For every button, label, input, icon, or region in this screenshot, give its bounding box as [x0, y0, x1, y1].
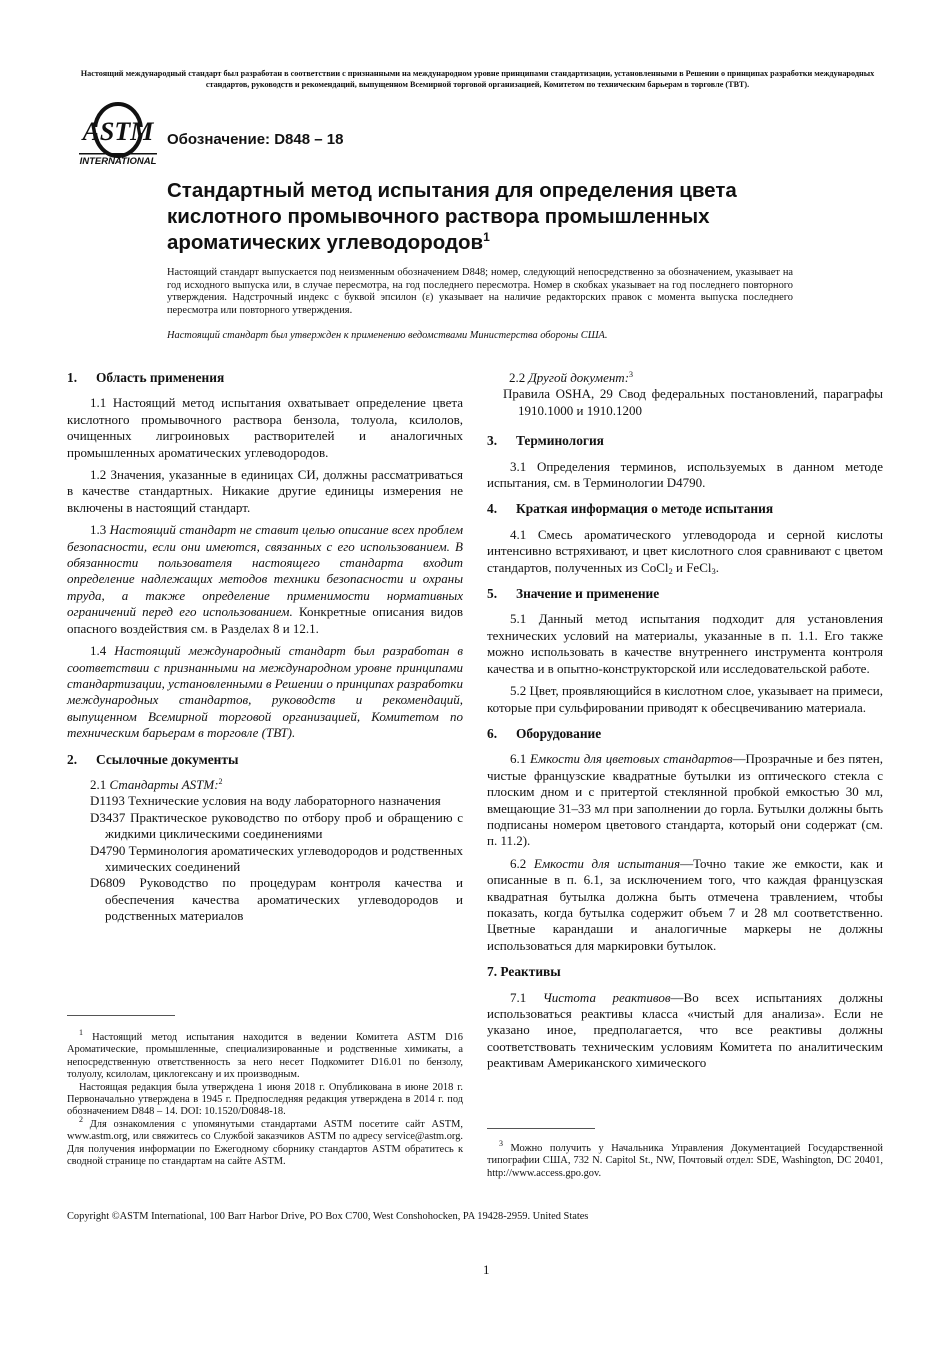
- para-1-4: [67, 643, 463, 741]
- para-text: .: [715, 559, 719, 575]
- section-title: Область применения: [96, 370, 225, 385]
- footnote-mark: 3: [629, 370, 634, 379]
- footnote-text: Для ознакомления с упомянутыми стандартами ASTM посетите сайт ASTM, www.astm.org, или свяжитесь со Службой заказчиков ASTM по адресу service@astm.org. Для получения информации по Ежегодному сборнику стандартов ASTM обратитесь к сводной странице по стандартам на сайте ASTM.: [67, 1118, 463, 1168]
- astm-logo: [76, 100, 160, 170]
- section-4-heading: [487, 501, 883, 517]
- reference-osha: Правила OSHA, 29 Свод федеральных постановлений, параграфы 1910.1000 и 1910.1200: [503, 386, 883, 418]
- footnote-text: Настоящий метод испытания находится в ведении Комитета ASTM D16 Ароматические, промышленные, специализированные и родственные химикаты, а непосредственную ответственность за него несет Подкомитет D16.01 по бензолу, толуолу, ксилолам, циклогексану и их производным.: [67, 1032, 463, 1081]
- title-footnote-mark: 1: [483, 230, 490, 244]
- subsection-2-1: [67, 777, 463, 793]
- para-italic-text: Настоящий стандарт не ставит целью описание всех проблем безопасности, если они имеются, связанных с его использованием. В обязанности пользователя настоящего стандарта входит определение надлежащих методов техники безопасности и охраны труда, а также определение применимости нормативных ограничений перед его использованием.: [67, 522, 463, 620]
- reference-item: D4790 Терминология ароматических углеводородов и родственных химических соединений: [90, 842, 464, 874]
- section-3-heading: [487, 433, 883, 449]
- para-number: 7.1: [510, 989, 527, 1005]
- footnote-rule: [67, 1015, 175, 1016]
- footnote-2: [67, 1114, 463, 1169]
- reference-item: D3437 Практическое руководство по отбору проб и обращению с жидкими циклическими соединениями: [90, 809, 463, 842]
- document-title-text: Стандартный метод испытания для определения цвета кислотного промывочного раствора промышленных ароматических углеводородов: [167, 179, 737, 254]
- footnote-mark: 1: [79, 1028, 83, 1037]
- section-title: Терминология: [516, 433, 604, 449]
- footnote-mark: 2: [218, 776, 223, 786]
- international-standard-notice: Настоящий международный стандарт был разработан в соответствии с признанными на международном уровне принципами стандартизации, установленными в Решении о принципах разработки международных стандартов, руководств и рекомендаций, выпущенном Всемирной торговой организацией, Комитетом по техническим барьерам в торговле (ТВТ).: [80, 69, 875, 89]
- para-number: 2.1: [90, 776, 107, 792]
- para-text: и FeCl: [672, 559, 712, 575]
- para-italic-text: Настоящий международный стандарт был разработан в соответствии с признанными на международном уровне принципами стандартизации, установленными в Решении о принципах разработки международных стандартов, руководств и рекомендаций, выпущенном Всемирной торговой организацией, Комитетом по техническим барьерам в торговле (ТВТ).: [67, 643, 464, 741]
- para-italic-text: Емкости для цветовых стандартов: [529, 751, 733, 767]
- subsection-label: Другой документ:: [528, 370, 630, 385]
- left-column: [67, 370, 463, 925]
- para-1-2: 1.2 Значения, указанные в единицах СИ, должны рассматриваться в качестве стандартных. Никакие другие единицы измерения не включены в настоящий стандарт.: [67, 467, 463, 515]
- para-number: 1.3: [90, 522, 107, 538]
- para-3-1: 3.1 Определения терминов, используемых в данном методе испытания, см. в Терминологии D4790.: [487, 458, 883, 491]
- para-text: —Прозрачные и без пятен, чистые французские квадратные бутылки из оптического стекла с плоским дном и с притертой стеклянной пробкой емкостью 30 мл, вмещающие 31–33 мл при заполнении до горла. Бутылки должны быть подписаны номером цветового стандарта, который они содержат (см. п. 11.2).: [487, 751, 883, 849]
- footnote-text: Можно получить у Начальника Управления Документацией Государственной типографии США, 732 N. Capitol St., NW, Почтовый отдел: SDE, Washington, DC 20401, http://www.access.gpo.gov.: [487, 1143, 883, 1179]
- subscript: 3: [711, 565, 716, 576]
- para-text: 4.1 Смесь ароматического углеводорода и серной кислоты интенсивно встряхивают, и цвет кислотного слоя сравнивают с цветом стандартов, полученных из CoCl: [487, 526, 883, 575]
- subsection-label: Стандарты ASTM:: [109, 776, 219, 792]
- para-text: Конкретные описания видов опасного воздействия см. в Разделах 8 и 12.1.: [67, 604, 463, 636]
- para-number: 2.2: [509, 370, 526, 385]
- section-number: 4.: [487, 501, 498, 517]
- section-title: Ссылочные документы: [96, 751, 239, 767]
- logo-international-text: INTERNATIONAL: [79, 156, 157, 167]
- section-title: Значение и применение: [516, 586, 660, 602]
- section-number: 1.: [67, 370, 78, 385]
- footnote-mark: 2: [79, 1114, 83, 1124]
- svg-text:ASTM: ASTM: [82, 117, 154, 146]
- para-italic-text: Емкости для испытания: [533, 855, 681, 871]
- right-column: [487, 370, 883, 1078]
- para-number: 6.2: [510, 855, 527, 871]
- para-5-1: 5.1 Данный метод испытания подходит для установления технических условий на материалы, указанные в п. 1.1. Его также можно использовать в качестве внутреннего инструмента контроля качества и в опытно-конструкторской или исследовательской работе.: [487, 611, 883, 676]
- section-number: 2.: [67, 751, 78, 767]
- section-title: Краткая информация о методе испытания: [516, 501, 774, 517]
- section-number: 3.: [487, 433, 498, 449]
- footnote-3: [487, 1139, 883, 1180]
- para-text: —Точно такие же емкости, как и описанные в п. 6.1, за исключением того, что каждая французская квадратная бутылка должна быть отмечена травлением, чтобы показать, когда бутылка содержит объем 7 и 28 мл соответственно. Цветные карандаши и аналогичные маркеры не должны использоваться для маркировки бутылок.: [487, 855, 883, 953]
- section-7-heading: 7. Реактивы: [487, 964, 561, 980]
- subscript: 2: [668, 565, 673, 576]
- right-footnotes: [487, 1139, 883, 1180]
- para-number: 6.1: [510, 751, 527, 767]
- section-2-heading: [67, 752, 463, 768]
- para-6-1: [487, 751, 883, 849]
- footnote-1: [67, 1028, 463, 1082]
- intro-paragraph: Настоящий стандарт выпускается под неизменным обозначением D848; номер, следующий непосредственно за обозначением, указывает на год исходного выпуска или, в случае пересмотра, на год последнего пересмотра. Номер в скобках указывает на год последнего повторного утверждения. Надстрочный индекс с буквой эпсилон (ε) указывает на наличие редакторских правок с момента выпуска последнего пересмотра или повторного утверждения.: [167, 267, 793, 316]
- footnote-rule: [487, 1128, 595, 1129]
- para-6-2: [487, 856, 883, 954]
- para-italic-text: Чистота реактивов: [542, 989, 671, 1005]
- para-5-2: 5.2 Цвет, проявляющийся в кислотном слое, указывает на примеси, которые при сульфировании приводят к обесцвечиванию материала.: [487, 683, 883, 715]
- copyright: Copyright ©ASTM International, 100 Barr Harbor Drive, PO Box C700, West Conshohocken, PA 19428-2959. United States: [67, 1211, 589, 1222]
- designation: Обозначение: D848 – 18: [167, 131, 344, 148]
- section-1-heading: [67, 370, 463, 386]
- section-number: 6.: [487, 725, 498, 741]
- para-1-1: 1.1 Настоящий метод испытания охватывает определение цвета кислотного промывочного раствора бензола, толуола, ксилолов, очищенных лигроиновых растворителей и аналогичных промышленных ароматических углеводородов.: [67, 395, 463, 460]
- footnote-1b: Настоящая редакция была утверждена 1 июня 2018 г. Опубликована в июне 2018 г. Первоначально утверждена в 1945 г. Предпоследняя редакция утверждена в 2014 г. под обозначением D848 – 14. DOI: 10.1520/D0848-18.: [67, 1081, 463, 1118]
- section-6-heading: [487, 726, 883, 742]
- reference-item: D6809 Руководство по процедурам контроля качества и обеспечения качества ароматических углеводородов и родственных материалов: [90, 875, 463, 924]
- section-title: Оборудование: [516, 725, 602, 741]
- footnote-mark: 3: [499, 1139, 503, 1148]
- section-number: 5.: [487, 586, 498, 602]
- para-number: 1.4: [90, 643, 107, 659]
- para-1-3: [67, 522, 463, 637]
- approval-note: Настоящий стандарт был утвержден к применению ведомствами Министерства обороны США.: [167, 330, 608, 341]
- section-5-heading: [487, 586, 883, 602]
- para-4-1: [487, 527, 883, 576]
- subsection-2-2: [487, 370, 883, 386]
- reference-item: D1193 Технические условия на воду лабораторного назначения: [90, 793, 441, 809]
- page-number: 1: [483, 1262, 490, 1277]
- para-7-1: [487, 990, 883, 1072]
- left-footnotes: [67, 1028, 463, 1168]
- document-title: [167, 178, 807, 256]
- para-text: —Во всех испытаниях должны использоваться реактивы класса «чистый для анализа». Если не указано иное, предполагается, что все реактивы должны соответствовать техническим условиям Комитета по аналитическим реактивам Американского химического: [487, 989, 883, 1071]
